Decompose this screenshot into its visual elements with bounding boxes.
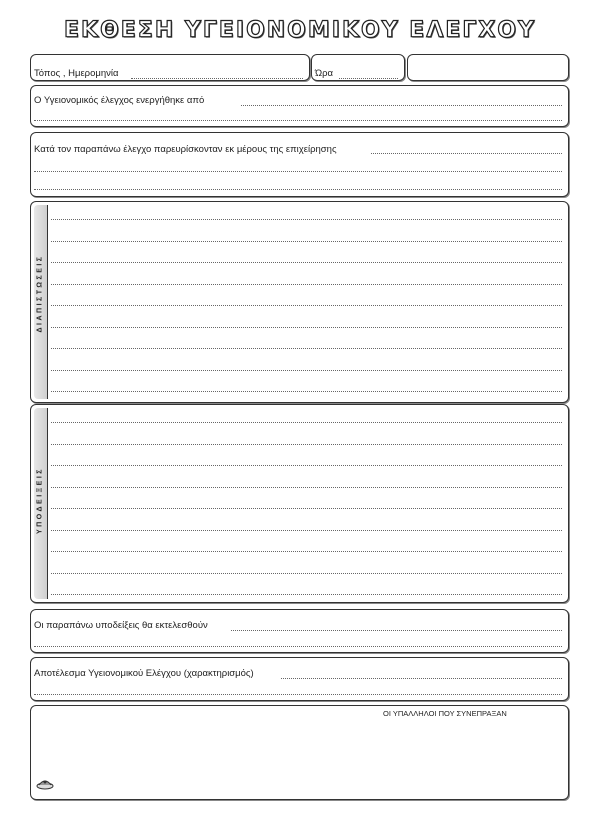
execution-field-line-2[interactable] — [34, 646, 562, 647]
findings-line[interactable] — [51, 305, 562, 306]
execution-box — [30, 609, 569, 653]
result-field-line-1[interactable] — [281, 678, 562, 679]
instructions-line[interactable] — [51, 487, 562, 488]
execution-label: Οι παραπάνω υποδείξεις θα εκτελεσθούν — [34, 620, 208, 631]
present-box — [30, 132, 569, 197]
result-field-line-2[interactable] — [34, 694, 562, 695]
findings-box — [30, 201, 569, 403]
instructions-label: ΥΠΟΔΕΙΞΕΙΣ — [36, 467, 44, 534]
inspector-field-line-2[interactable] — [34, 120, 562, 121]
present-field-line-3[interactable] — [34, 189, 562, 190]
instructions-box — [30, 404, 569, 603]
findings-line[interactable] — [51, 327, 562, 328]
findings-line[interactable] — [51, 348, 562, 349]
findings-line[interactable] — [51, 370, 562, 371]
signature-label: ΟΙ ΥΠΑΛΛΗΛΟΙ ΠΟΥ ΣΥΝΕΠΡΑΞΑΝ — [383, 709, 507, 718]
findings-line[interactable] — [51, 391, 562, 392]
execution-field-line-1[interactable] — [231, 630, 562, 631]
signature-box[interactable] — [30, 705, 569, 800]
findings-line[interactable] — [51, 284, 562, 285]
instructions-line[interactable] — [51, 422, 562, 423]
place-date-field[interactable] — [131, 78, 303, 79]
instructions-line[interactable] — [51, 508, 562, 509]
place-date-box — [30, 54, 310, 81]
time-label: Ώρα — [315, 68, 334, 79]
instructions-line[interactable] — [51, 530, 562, 531]
place-date-label: Τόπος , Ημερομηνία — [34, 68, 119, 79]
findings-line[interactable] — [51, 241, 562, 242]
inspector-field-line-1[interactable] — [241, 105, 562, 106]
inspector-label: Ο Υγειονομικός έλεγχος ενεργήθηκε από — [34, 95, 205, 106]
result-box — [30, 657, 569, 701]
extra-box[interactable] — [407, 54, 569, 81]
instructions-line[interactable] — [51, 444, 562, 445]
instructions-line[interactable] — [51, 573, 562, 574]
findings-line[interactable] — [51, 262, 562, 263]
present-field-line-1[interactable] — [371, 153, 562, 154]
instructions-line[interactable] — [51, 551, 562, 552]
findings-line[interactable] — [51, 219, 562, 220]
findings-label: ΔΙΑΠΙΣΤΩΣΕΙΣ — [36, 254, 44, 333]
time-box — [311, 54, 405, 81]
time-field[interactable] — [339, 78, 398, 79]
instructions-line[interactable] — [51, 465, 562, 466]
present-label: Κατά τον παραπάνω έλεγχο παρευρίσκονταν εκ μέρους της επιχείρησης — [34, 144, 337, 155]
instructions-line[interactable] — [51, 594, 562, 595]
form-title: ΕΚΘΕΣΗ ΥΓΕΙΟΝΟΜΙΚΟΥ ΕΛΕΓΧΟΥ — [64, 18, 536, 43]
present-field-line-2[interactable] — [34, 171, 562, 172]
inspector-box — [30, 85, 569, 127]
result-label: Αποτέλεσμα Υγειονομικού Ελέγχου (χαρακτηρισμός) — [34, 668, 254, 679]
publisher-logo-icon — [36, 776, 54, 790]
